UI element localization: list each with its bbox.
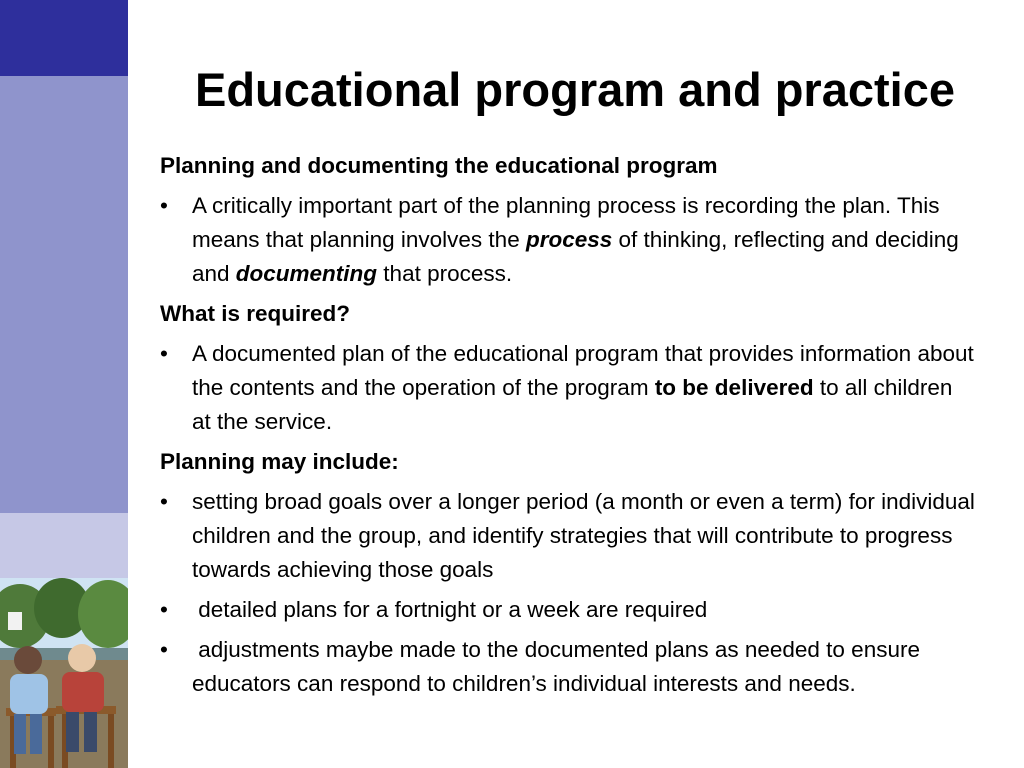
bullet-marker: • [160,193,168,218]
emphasis-documenting: documenting [235,261,378,286]
section-heading-required: What is required? [160,301,351,326]
children-photo [0,578,128,768]
bullet-marker: • [160,489,168,514]
slide-title: Educational program and practice [194,63,955,116]
section-heading-planning-include: Planning may include: [160,449,399,474]
bullet-adjustments: • adjustments maybe made to the documented plans as needed to ensure educators can respond to children’s individual interests and needs. [160,633,975,701]
bullet-broad-goals: • setting broad goals over a longer period (a month or even a term) for individual children and the group, and identify strategies that will contribute to progress towards achieving those goals [160,485,975,587]
section-heading-planning: Planning and documenting the educational program [160,153,718,178]
bullet-marker: • [160,597,168,622]
bullet-marker: • [160,637,168,662]
bullet-documented-plan: • A documented plan of the educational program that provides information about the contents and the operation of the program to be delivered to all children at the service. [160,337,975,439]
sidebar-block-dark [0,0,128,76]
emphasis-to-be-delivered: to be delivered [654,375,814,400]
bullet-detailed-plans: • detailed plans for a fortnight or a week are required [160,593,975,627]
emphasis-process: process [525,227,613,252]
bullet-marker: • [160,341,168,366]
sidebar-block-mid [0,76,128,513]
bullet-recording-plan: • A critically important part of the planning process is recording the plan. This means that planning involves the process of thinking, reflecting and deciding and documenting that process. [160,189,975,291]
sidebar-decoration [0,0,128,768]
slide-content [160,149,975,707]
sidebar-block-light [0,513,128,578]
children-photo-illustration [0,578,128,768]
